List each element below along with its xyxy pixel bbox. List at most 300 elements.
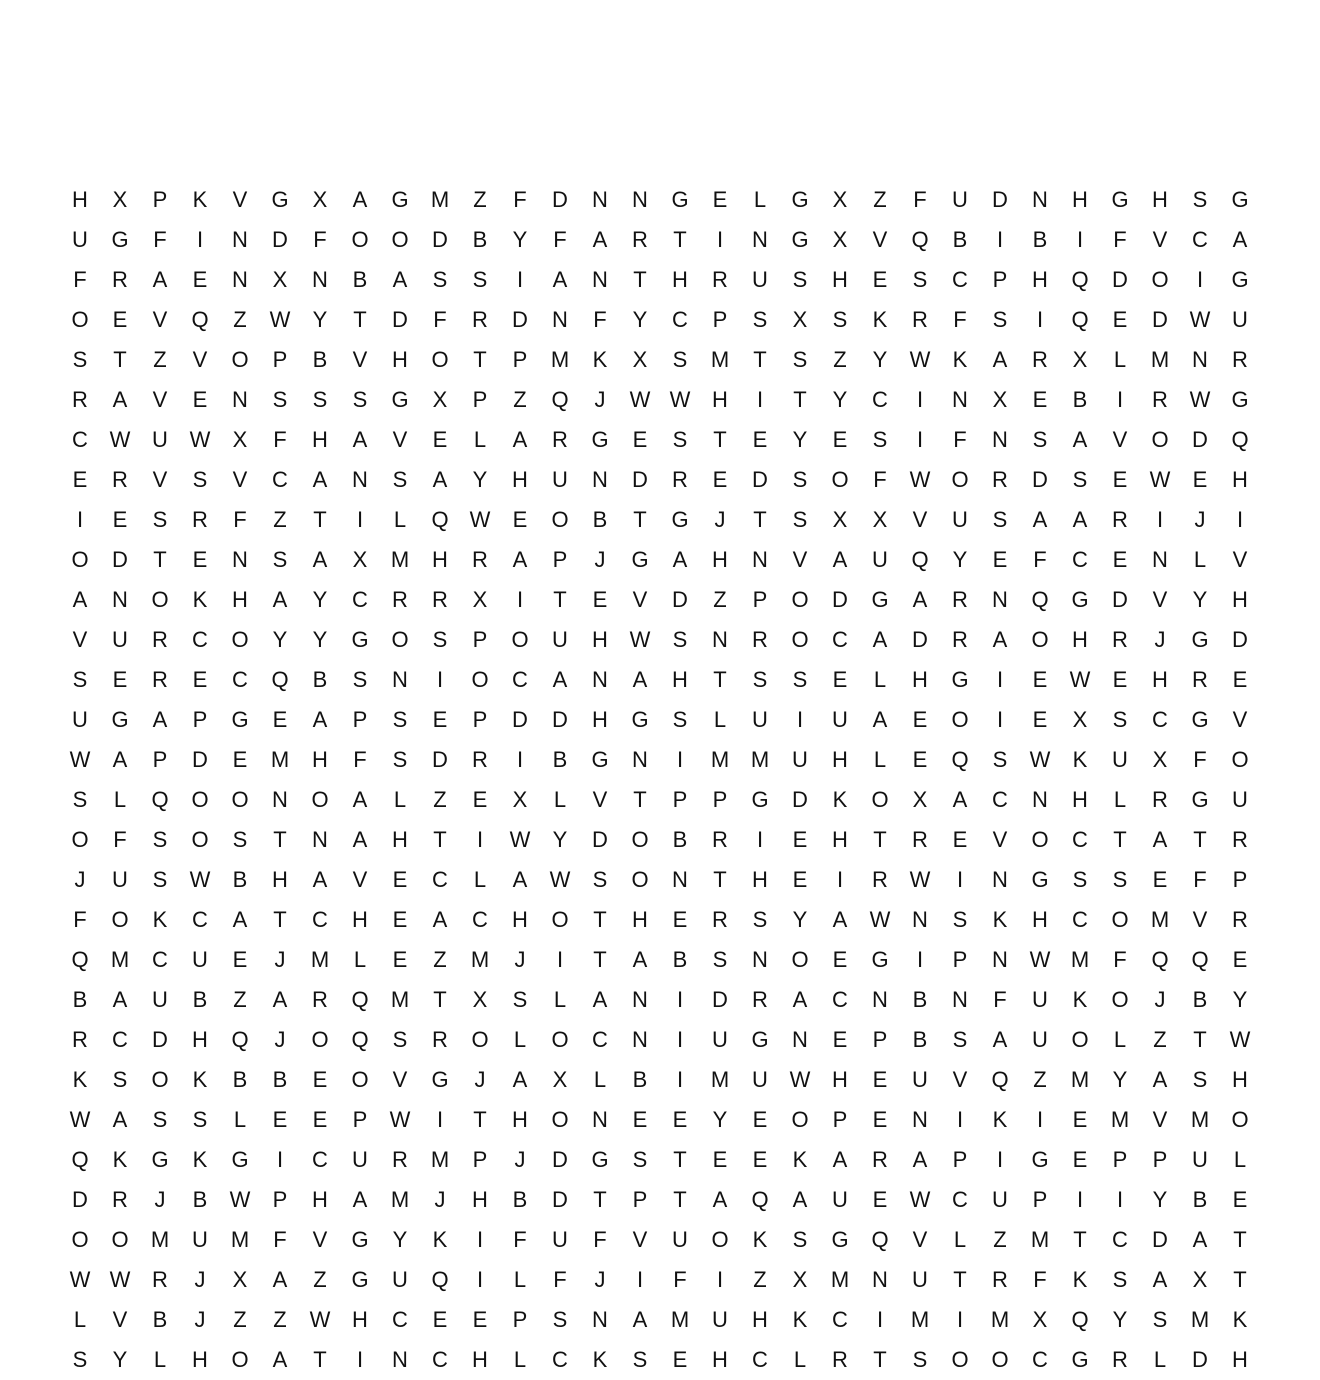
letter-cell[interactable]: E	[232, 947, 248, 972]
letter-cell[interactable]: S	[392, 1027, 408, 1052]
letter-cell[interactable]: Q	[751, 1187, 769, 1212]
letter-cell[interactable]: E	[872, 1107, 888, 1132]
letter-cell[interactable]: O	[311, 787, 329, 812]
letter-cell[interactable]: P	[952, 1147, 968, 1172]
letter-cell[interactable]: F	[993, 987, 1007, 1012]
letter-cell[interactable]: A	[872, 627, 888, 652]
letter-cell[interactable]: D	[792, 787, 808, 812]
letter-cell[interactable]: J	[434, 1187, 446, 1212]
letter-cell[interactable]: W	[1189, 387, 1211, 412]
letter-cell[interactable]: O	[551, 507, 569, 532]
letter-cell[interactable]: K	[992, 1107, 1008, 1132]
letter-cell[interactable]: W	[669, 387, 691, 412]
letter-cell[interactable]: M	[270, 747, 290, 772]
letter-cell[interactable]: N	[672, 867, 688, 892]
letter-cell[interactable]: J	[594, 387, 606, 412]
letter-cell[interactable]: N	[592, 667, 608, 692]
letter-cell[interactable]: O	[71, 827, 89, 852]
letter-cell[interactable]: U	[392, 1267, 408, 1292]
letter-cell[interactable]: T	[633, 507, 647, 532]
letter-cell[interactable]: S	[992, 747, 1008, 772]
letter-cell[interactable]: N	[592, 187, 608, 212]
letter-cell[interactable]: W	[229, 1187, 251, 1212]
letter-cell[interactable]: A	[952, 787, 968, 812]
letter-cell[interactable]: H	[672, 267, 688, 292]
letter-cell[interactable]: C	[312, 907, 328, 932]
letter-cell[interactable]: A	[992, 627, 1008, 652]
letter-cell[interactable]: R	[112, 467, 128, 492]
letter-cell[interactable]: G	[231, 1147, 249, 1172]
letter-cell[interactable]: S	[632, 1347, 648, 1372]
letter-cell[interactable]: R	[1232, 347, 1248, 372]
letter-cell[interactable]: M	[390, 1187, 410, 1212]
letter-cell[interactable]: O	[111, 1227, 129, 1252]
letter-cell[interactable]: N	[232, 547, 248, 572]
letter-cell[interactable]: Q	[551, 387, 569, 412]
letter-cell[interactable]: R	[112, 267, 128, 292]
letter-cell[interactable]: J	[1154, 987, 1166, 1012]
letter-cell[interactable]: X	[1032, 1307, 1048, 1332]
letter-cell[interactable]: J	[74, 867, 86, 892]
letter-cell[interactable]: V	[1232, 547, 1248, 572]
letter-cell[interactable]: T	[713, 427, 727, 452]
letter-cell[interactable]: P	[512, 1307, 528, 1332]
letter-cell[interactable]: R	[912, 307, 928, 332]
letter-cell[interactable]: A	[152, 707, 168, 732]
letter-cell[interactable]: S	[832, 307, 848, 332]
letter-cell[interactable]: S	[392, 707, 408, 732]
letter-cell[interactable]: A	[72, 587, 88, 612]
letter-cell[interactable]: Q	[71, 947, 89, 972]
letter-cell[interactable]: K	[592, 347, 608, 372]
letter-cell[interactable]: E	[792, 867, 808, 892]
letter-cell[interactable]: I	[996, 227, 1004, 252]
letter-cell[interactable]: Z	[233, 307, 247, 332]
letter-cell[interactable]: A	[832, 1147, 848, 1172]
letter-cell[interactable]: B	[512, 1187, 528, 1212]
letter-cell[interactable]: O	[391, 227, 409, 252]
letter-cell[interactable]: N	[632, 747, 648, 772]
letter-cell[interactable]: I	[196, 227, 204, 252]
letter-cell[interactable]: D	[1112, 267, 1128, 292]
letter-cell[interactable]: R	[712, 267, 728, 292]
letter-cell[interactable]: X	[792, 1267, 808, 1292]
letter-cell[interactable]: S	[152, 1107, 168, 1132]
letter-cell[interactable]: C	[552, 1347, 568, 1372]
letter-cell[interactable]: S	[752, 667, 768, 692]
letter-cell[interactable]: E	[1032, 667, 1048, 692]
letter-cell[interactable]: B	[672, 947, 688, 972]
letter-cell[interactable]: C	[232, 667, 248, 692]
letter-cell[interactable]: K	[952, 347, 968, 372]
letter-cell[interactable]: W	[69, 747, 91, 772]
letter-cell[interactable]: V	[912, 1227, 928, 1252]
letter-cell[interactable]: Y	[792, 907, 808, 932]
letter-cell[interactable]: E	[912, 747, 928, 772]
letter-cell[interactable]: D	[432, 747, 448, 772]
letter-cell[interactable]: S	[672, 427, 688, 452]
letter-cell[interactable]: U	[1032, 1027, 1048, 1052]
letter-cell[interactable]: R	[152, 667, 168, 692]
letter-cell[interactable]: M	[430, 187, 450, 212]
letter-cell[interactable]: H	[392, 827, 408, 852]
letter-cell[interactable]: E	[872, 267, 888, 292]
letter-cell[interactable]: E	[792, 827, 808, 852]
letter-cell[interactable]: W	[1229, 1027, 1251, 1052]
letter-cell[interactable]: B	[672, 827, 688, 852]
letter-cell[interactable]: A	[352, 827, 368, 852]
letter-cell[interactable]: O	[151, 587, 169, 612]
letter-cell[interactable]: T	[713, 867, 727, 892]
letter-cell[interactable]: Y	[112, 1347, 128, 1372]
letter-cell[interactable]: E	[872, 1067, 888, 1092]
letter-cell[interactable]: T	[873, 827, 887, 852]
letter-cell[interactable]: P	[152, 187, 168, 212]
letter-cell[interactable]: K	[192, 187, 208, 212]
letter-cell[interactable]: A	[1152, 1067, 1168, 1092]
letter-cell[interactable]: Y	[632, 307, 648, 332]
letter-cell[interactable]: T	[713, 667, 727, 692]
letter-cell[interactable]: H	[312, 1187, 328, 1212]
letter-cell[interactable]: I	[876, 1307, 884, 1332]
letter-cell[interactable]: G	[871, 947, 889, 972]
letter-cell[interactable]: W	[629, 627, 651, 652]
letter-cell[interactable]: U	[1232, 307, 1248, 332]
letter-cell[interactable]: S	[552, 1307, 568, 1332]
letter-cell[interactable]: M	[710, 1067, 730, 1092]
letter-cell[interactable]: G	[671, 187, 689, 212]
letter-cell[interactable]: A	[632, 667, 648, 692]
letter-cell[interactable]: J	[514, 1147, 526, 1172]
letter-cell[interactable]: G	[391, 387, 409, 412]
letter-cell[interactable]: O	[191, 827, 209, 852]
letter-cell[interactable]: C	[1032, 1347, 1048, 1372]
letter-cell[interactable]: S	[792, 1227, 808, 1252]
letter-cell[interactable]: K	[1072, 1267, 1088, 1292]
letter-cell[interactable]: X	[552, 1067, 568, 1092]
letter-cell[interactable]: N	[232, 387, 248, 412]
letter-cell[interactable]: D	[592, 827, 608, 852]
letter-cell[interactable]: C	[1192, 227, 1208, 252]
letter-cell[interactable]: J	[594, 547, 606, 572]
letter-cell[interactable]: C	[952, 267, 968, 292]
letter-cell[interactable]: M	[1150, 347, 1170, 372]
letter-cell[interactable]: O	[951, 1347, 969, 1372]
letter-cell[interactable]: S	[1032, 427, 1048, 452]
letter-cell[interactable]: N	[592, 267, 608, 292]
letter-cell[interactable]: C	[832, 1307, 848, 1332]
letter-cell[interactable]: O	[231, 347, 249, 372]
letter-cell[interactable]: D	[1152, 1227, 1168, 1252]
letter-cell[interactable]: K	[72, 1067, 88, 1092]
letter-cell[interactable]: E	[392, 907, 408, 932]
letter-cell[interactable]: C	[1072, 547, 1088, 572]
letter-cell[interactable]: F	[1113, 227, 1127, 252]
letter-cell[interactable]: O	[791, 587, 809, 612]
letter-cell[interactable]: R	[752, 987, 768, 1012]
letter-cell[interactable]: V	[952, 1067, 968, 1092]
letter-cell[interactable]: Y	[952, 547, 968, 572]
letter-cell[interactable]: T	[1073, 1227, 1087, 1252]
letter-cell[interactable]: O	[791, 947, 809, 972]
letter-cell[interactable]: Y	[312, 587, 328, 612]
letter-cell[interactable]: A	[632, 1307, 648, 1332]
letter-cell[interactable]: I	[356, 1347, 364, 1372]
letter-cell[interactable]: R	[632, 227, 648, 252]
letter-cell[interactable]: E	[432, 427, 448, 452]
letter-cell[interactable]: R	[712, 907, 728, 932]
letter-cell[interactable]: O	[191, 787, 209, 812]
letter-cell[interactable]: P	[1032, 1187, 1048, 1212]
letter-cell[interactable]: X	[512, 787, 528, 812]
letter-cell[interactable]: O	[991, 1347, 1009, 1372]
letter-cell[interactable]: V	[912, 507, 928, 532]
letter-cell[interactable]: V	[872, 227, 888, 252]
letter-cell[interactable]: V	[592, 787, 608, 812]
letter-cell[interactable]: V	[312, 1227, 328, 1252]
letter-cell[interactable]: C	[992, 787, 1008, 812]
letter-cell[interactable]: F	[113, 827, 127, 852]
letter-cell[interactable]: H	[512, 467, 528, 492]
letter-cell[interactable]: E	[1032, 707, 1048, 732]
letter-cell[interactable]: R	[472, 547, 488, 572]
letter-cell[interactable]: T	[753, 507, 767, 532]
letter-cell[interactable]: O	[351, 1067, 369, 1092]
letter-cell[interactable]: J	[154, 1187, 166, 1212]
letter-cell[interactable]: E	[872, 1187, 888, 1212]
letter-cell[interactable]: O	[311, 1027, 329, 1052]
letter-cell[interactable]: C	[1112, 1227, 1128, 1252]
letter-cell[interactable]: A	[312, 547, 328, 572]
letter-cell[interactable]: G	[951, 667, 969, 692]
letter-cell[interactable]: U	[552, 1227, 568, 1252]
letter-cell[interactable]: A	[832, 907, 848, 932]
letter-cell[interactable]: I	[916, 427, 924, 452]
letter-cell[interactable]: H	[1032, 267, 1048, 292]
letter-cell[interactable]: K	[1232, 1307, 1248, 1332]
letter-cell[interactable]: K	[1072, 747, 1088, 772]
letter-cell[interactable]: U	[912, 1267, 928, 1292]
letter-cell[interactable]: V	[352, 347, 368, 372]
letter-cell[interactable]: I	[676, 747, 684, 772]
letter-cell[interactable]: D	[1192, 427, 1208, 452]
letter-cell[interactable]: C	[832, 987, 848, 1012]
letter-cell[interactable]: A	[1192, 1227, 1208, 1252]
letter-cell[interactable]: S	[112, 1067, 128, 1092]
letter-cell[interactable]: H	[592, 627, 608, 652]
letter-cell[interactable]: Y	[512, 227, 528, 252]
letter-cell[interactable]: W	[189, 427, 211, 452]
letter-cell[interactable]: E	[752, 1147, 768, 1172]
letter-cell[interactable]: N	[912, 907, 928, 932]
letter-cell[interactable]: E	[1232, 1187, 1248, 1212]
letter-cell[interactable]: Q	[951, 747, 969, 772]
letter-cell[interactable]: W	[389, 1107, 411, 1132]
letter-cell[interactable]: L	[1113, 1027, 1127, 1052]
letter-cell[interactable]: T	[353, 307, 367, 332]
letter-cell[interactable]: Q	[431, 1267, 449, 1292]
letter-cell[interactable]: R	[672, 467, 688, 492]
letter-cell[interactable]: B	[912, 1027, 928, 1052]
letter-cell[interactable]: J	[1154, 627, 1166, 652]
letter-cell[interactable]: H	[392, 347, 408, 372]
letter-cell[interactable]: O	[1151, 427, 1169, 452]
letter-cell[interactable]: G	[1191, 707, 1209, 732]
letter-cell[interactable]: Z	[433, 947, 447, 972]
letter-cell[interactable]: A	[832, 547, 848, 572]
letter-cell[interactable]: U	[992, 1187, 1008, 1212]
letter-cell[interactable]: N	[392, 1347, 408, 1372]
letter-cell[interactable]: S	[432, 627, 448, 652]
letter-cell[interactable]: A	[352, 187, 368, 212]
letter-cell[interactable]: X	[1152, 747, 1168, 772]
letter-cell[interactable]: S	[792, 267, 808, 292]
letter-cell[interactable]: R	[312, 987, 328, 1012]
letter-cell[interactable]: A	[312, 467, 328, 492]
letter-cell[interactable]: I	[476, 1227, 484, 1252]
letter-cell[interactable]: G	[1111, 187, 1129, 212]
letter-cell[interactable]: O	[1151, 267, 1169, 292]
letter-cell[interactable]: G	[151, 1147, 169, 1172]
letter-cell[interactable]: E	[912, 707, 928, 732]
letter-cell[interactable]: N	[872, 987, 888, 1012]
letter-cell[interactable]: O	[1231, 747, 1249, 772]
letter-cell[interactable]: L	[1193, 547, 1207, 572]
letter-cell[interactable]: Z	[753, 1267, 767, 1292]
letter-cell[interactable]: E	[472, 1307, 488, 1332]
letter-cell[interactable]: X	[232, 1267, 248, 1292]
letter-cell[interactable]: S	[952, 907, 968, 932]
letter-cell[interactable]: P	[1112, 1147, 1128, 1172]
letter-cell[interactable]: A	[1072, 507, 1088, 532]
letter-cell[interactable]: I	[756, 387, 764, 412]
letter-cell[interactable]: V	[992, 827, 1008, 852]
letter-cell[interactable]: S	[232, 827, 248, 852]
letter-cell[interactable]: O	[71, 1227, 89, 1252]
letter-cell[interactable]: D	[152, 1027, 168, 1052]
letter-cell[interactable]: D	[392, 307, 408, 332]
letter-cell[interactable]: E	[1232, 947, 1248, 972]
letter-cell[interactable]: F	[673, 1267, 687, 1292]
letter-cell[interactable]: X	[1192, 1267, 1208, 1292]
letter-cell[interactable]: N	[752, 947, 768, 972]
letter-cell[interactable]: U	[832, 707, 848, 732]
letter-cell[interactable]: O	[511, 627, 529, 652]
letter-cell[interactable]: V	[792, 547, 808, 572]
letter-cell[interactable]: D	[632, 467, 648, 492]
letter-cell[interactable]: E	[1152, 867, 1168, 892]
letter-cell[interactable]: S	[1192, 187, 1208, 212]
letter-cell[interactable]: H	[1232, 587, 1248, 612]
letter-cell[interactable]: I	[756, 827, 764, 852]
letter-cell[interactable]: V	[112, 1307, 128, 1332]
letter-cell[interactable]: E	[472, 787, 488, 812]
letter-cell[interactable]: N	[392, 667, 408, 692]
letter-cell[interactable]: N	[1032, 787, 1048, 812]
letter-cell[interactable]: S	[632, 1147, 648, 1172]
letter-cell[interactable]: H	[472, 1347, 488, 1372]
letter-cell[interactable]: V	[152, 307, 168, 332]
letter-cell[interactable]: E	[272, 707, 288, 732]
letter-cell[interactable]: L	[233, 1107, 247, 1132]
letter-cell[interactable]: P	[512, 347, 528, 372]
letter-cell[interactable]: E	[192, 267, 208, 292]
letter-cell[interactable]: C	[392, 1307, 408, 1332]
letter-cell[interactable]: J	[514, 947, 526, 972]
letter-cell[interactable]: H	[712, 387, 728, 412]
letter-cell[interactable]: J	[1194, 507, 1206, 532]
letter-cell[interactable]: T	[1233, 1267, 1247, 1292]
letter-cell[interactable]: A	[352, 1187, 368, 1212]
letter-cell[interactable]: H	[912, 667, 928, 692]
letter-cell[interactable]: Z	[1153, 1027, 1167, 1052]
letter-cell[interactable]: E	[512, 507, 528, 532]
letter-cell[interactable]: I	[476, 827, 484, 852]
letter-cell[interactable]: A	[232, 907, 248, 932]
letter-cell[interactable]: F	[73, 267, 87, 292]
letter-cell[interactable]: G	[831, 1227, 849, 1252]
letter-cell[interactable]: H	[1152, 667, 1168, 692]
letter-cell[interactable]: P	[472, 1147, 488, 1172]
letter-cell[interactable]: R	[752, 627, 768, 652]
letter-cell[interactable]: O	[551, 907, 569, 932]
letter-cell[interactable]: U	[152, 427, 168, 452]
letter-cell[interactable]: O	[951, 467, 969, 492]
letter-cell[interactable]: H	[272, 867, 288, 892]
letter-cell[interactable]: A	[312, 867, 328, 892]
letter-cell[interactable]: R	[472, 747, 488, 772]
letter-cell[interactable]: H	[1072, 627, 1088, 652]
letter-cell[interactable]: T	[1193, 827, 1207, 852]
letter-cell[interactable]: M	[310, 947, 330, 972]
letter-cell[interactable]: L	[1113, 347, 1127, 372]
letter-cell[interactable]: A	[272, 587, 288, 612]
letter-cell[interactable]: X	[232, 427, 248, 452]
letter-cell[interactable]: W	[469, 507, 491, 532]
letter-cell[interactable]: S	[592, 867, 608, 892]
letter-cell[interactable]: O	[631, 867, 649, 892]
letter-cell[interactable]: F	[273, 1227, 287, 1252]
letter-cell[interactable]: F	[273, 427, 287, 452]
letter-cell[interactable]: H	[512, 907, 528, 932]
letter-cell[interactable]: W	[909, 467, 931, 492]
letter-cell[interactable]: I	[1036, 307, 1044, 332]
letter-cell[interactable]: E	[312, 1107, 328, 1132]
letter-cell[interactable]: D	[832, 587, 848, 612]
letter-cell[interactable]: X	[1072, 347, 1088, 372]
letter-cell[interactable]: A	[512, 1067, 528, 1092]
letter-cell[interactable]: S	[72, 787, 88, 812]
letter-cell[interactable]: M	[1070, 1067, 1090, 1092]
letter-cell[interactable]: A	[592, 227, 608, 252]
letter-cell[interactable]: A	[1032, 507, 1048, 532]
letter-cell[interactable]: W	[269, 307, 291, 332]
letter-cell[interactable]: T	[273, 907, 287, 932]
letter-cell[interactable]: K	[752, 1227, 768, 1252]
letter-cell[interactable]: Y	[1112, 1307, 1128, 1332]
letter-cell[interactable]: C	[872, 387, 888, 412]
letter-cell[interactable]: H	[1232, 1347, 1248, 1372]
letter-cell[interactable]: R	[552, 427, 568, 452]
letter-cell[interactable]: J	[194, 1307, 206, 1332]
letter-cell[interactable]: Y	[792, 427, 808, 452]
letter-cell[interactable]: I	[1036, 1107, 1044, 1132]
letter-cell[interactable]: I	[1116, 387, 1124, 412]
letter-cell[interactable]: S	[992, 307, 1008, 332]
letter-cell[interactable]: C	[952, 1187, 968, 1212]
letter-cell[interactable]: L	[553, 787, 567, 812]
letter-cell[interactable]: Y	[472, 467, 488, 492]
